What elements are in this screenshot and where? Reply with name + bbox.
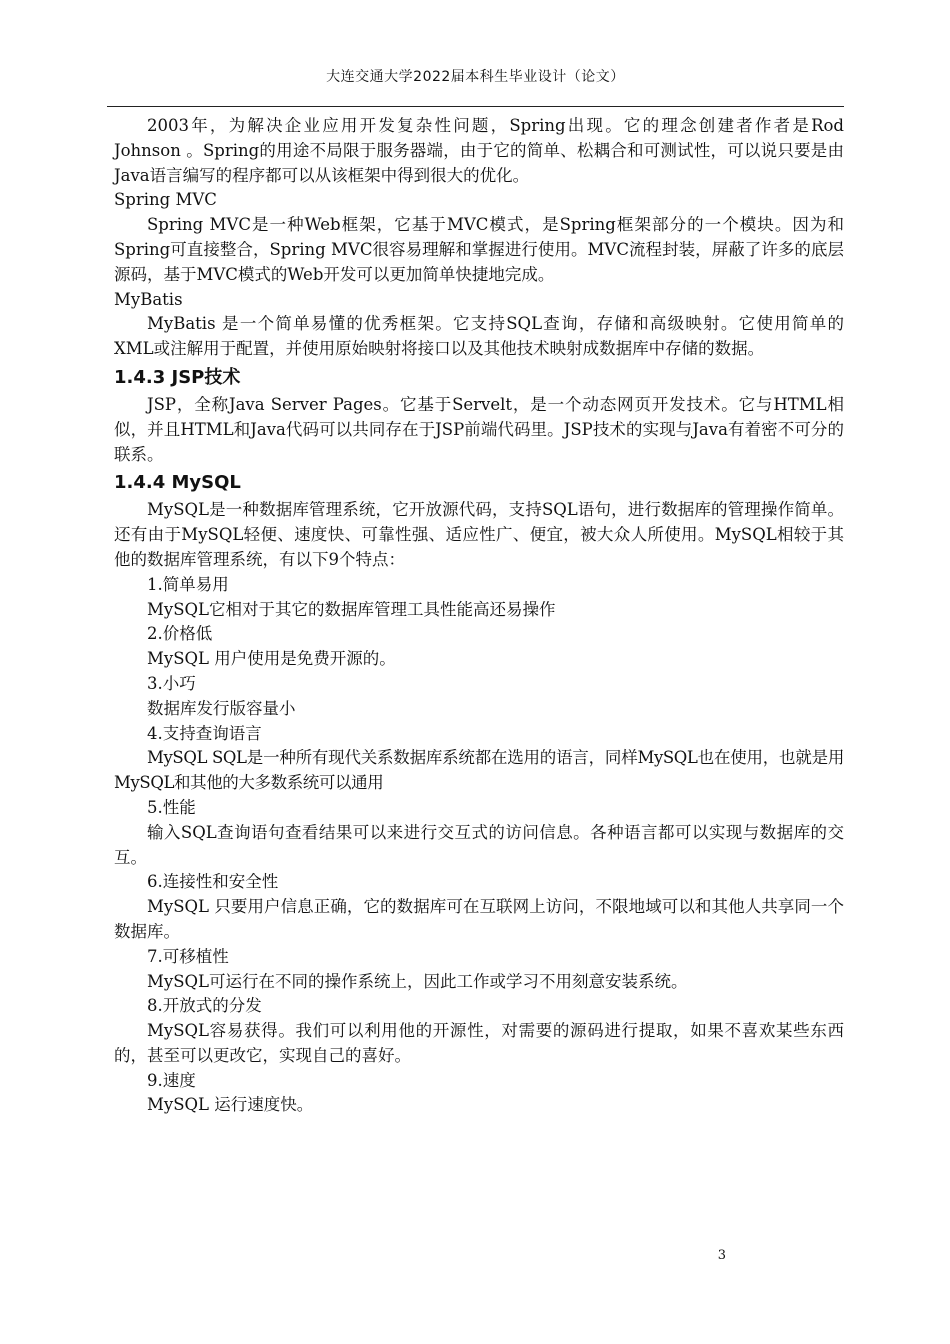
- page-header: 大连交通大学2022届本科生毕业设计（论文）: [326, 69, 625, 85]
- feature-desc: MySQL 只要用户信息正确，它的数据库可在互联网上访问，不限地域可以和其他人共享同一个数据库。: [114, 897, 844, 941]
- feature-title: 4.支持查询语言: [147, 723, 262, 743]
- feature-title: 9.速度: [147, 1070, 196, 1090]
- document-body: [114, 114, 844, 1118]
- feature-title: 8.开放式的分发: [147, 996, 262, 1016]
- label-mybatis: MyBatis: [114, 289, 183, 309]
- label-spring-mvc: Spring MVC: [114, 190, 217, 210]
- feature-desc: MySQL容易获得。我们可以利用他的开源性，对需要的源码进行提取，如果不喜欢某些东西的，甚至可以更改它，实现自己的喜好。: [114, 1021, 844, 1065]
- paragraph-spring: 2003年，为解决企业应用开发复杂性问题，Spring出现。它的理念创建者作者是Rod Johnson 。Spring的用途不局限于服务器端，由于它的简单、松耦合和可测试性，可以说只要是由Java语言编写的程序都可以从该框架中得到很大的优化。: [114, 116, 844, 185]
- heading-jsp: 1.4.3 JSP技术: [114, 366, 241, 388]
- paragraph-jsp: JSP，全称Java Server Pages。它基于Servelt，是一个动态网页开发技术。它与HTML相似，并且HTML和Java代码可以共同存在于JSP前端代码里。JSP技术的实现与Java有着密不可分的联系。: [114, 394, 844, 464]
- paragraph-mysql: MySQL是一种数据库管理系统，它开放源代码，支持SQL语句，进行数据库的管理操作简单。还有由于MySQL轻便、速度快、可靠性强、适应性广、便宜，被大众人所使用。MySQL相较于其他的数据库管理系统，有以下9个特点：: [114, 500, 844, 569]
- feature-title: 7.可移植性: [147, 946, 229, 966]
- feature-title: 2.价格低: [147, 624, 213, 644]
- feature-list: [114, 573, 844, 1119]
- page-number: 3: [717, 1248, 726, 1263]
- feature-title: 3.小巧: [147, 673, 196, 693]
- heading-mysql: 1.4.4 MySQL: [114, 472, 241, 494]
- feature-desc: MySQL SQL是一种所有现代关系数据库系统都在选用的语言，同样MySQL也在使用，也就是用MySQL和其他的大多数系统可以通用: [114, 748, 844, 793]
- feature-desc: MySQL 用户使用是免费开源的。: [147, 649, 396, 669]
- feature-desc: MySQL 运行速度快。: [147, 1095, 314, 1115]
- feature-title: 6.连接性和安全性: [147, 872, 279, 892]
- paragraph-spring-mvc: Spring MVC是一种Web框架，它基于MVC模式，是Spring框架部分的一个模块。因为和Spring可直接整合，Spring MVC很容易理解和掌握进行使用。MVC流程封装，屏蔽了许多的底层源码，基于MVC模式的Web开发可以更加简单快捷地完成。: [114, 215, 844, 284]
- feature-desc: MySQL它相对于其它的数据库管理工具性能高还易操作: [147, 599, 556, 619]
- feature-title: 5.性能: [147, 797, 196, 817]
- feature-desc: 输入SQL查询语句查看结果可以来进行交互式的访问信息。各种语言都可以实现与数据库的交互。: [114, 822, 844, 867]
- paragraph-mybatis: MyBatis 是一个简单易懂的优秀框架。它支持SQL查询，存储和高级映射。它使用简单的 XML或注解用于配置，并使用原始映射将接口以及其他技术映射成数据库中存储的数据。: [114, 314, 844, 359]
- feature-desc: 数据库发行版容量小: [147, 698, 296, 718]
- header-divider: [107, 106, 844, 107]
- feature-title: 1.简单易用: [147, 574, 229, 594]
- feature-desc: MySQL可运行在不同的操作系统上，因此工作或学习不用刻意安装系统。: [147, 971, 688, 991]
